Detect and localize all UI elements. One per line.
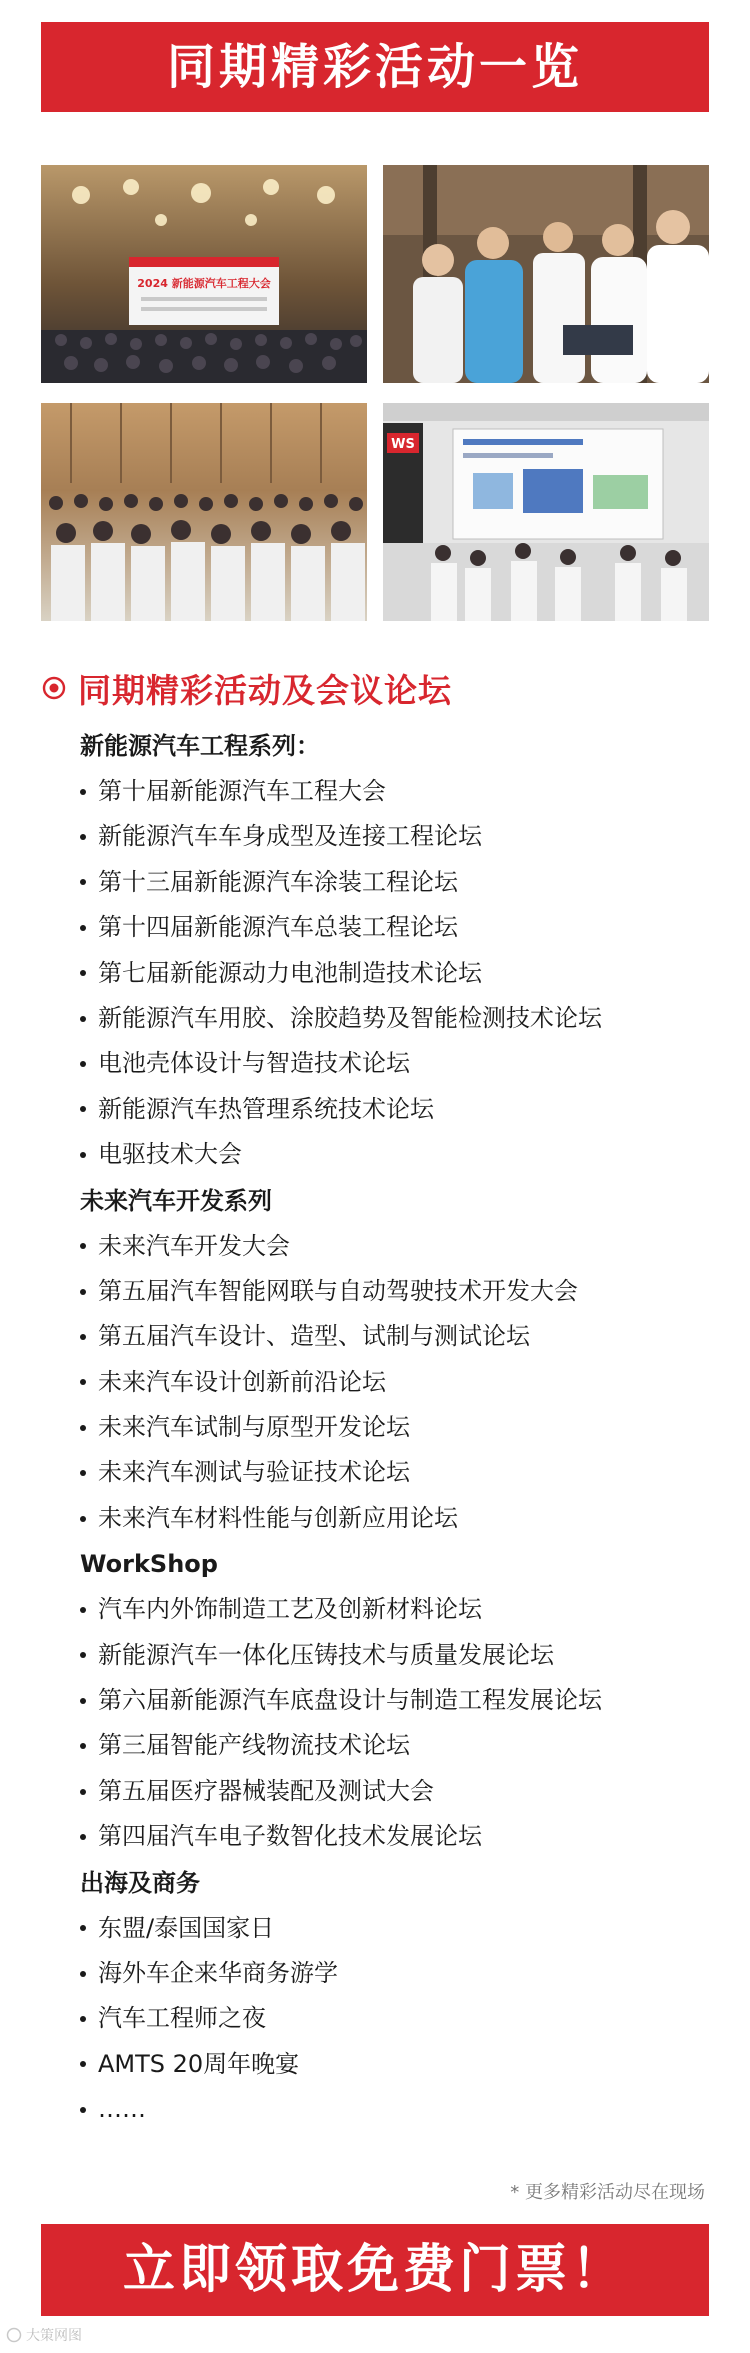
list-item-label: 汽车工程师之夜 (98, 2004, 266, 2033)
list-item (80, 860, 720, 905)
list-item-label: 未来汽车测试与验证技术论坛 (98, 1458, 410, 1487)
list-item (80, 2087, 720, 2132)
bullet-icon (80, 1106, 86, 1112)
list-item (80, 814, 720, 859)
list-item (80, 1314, 720, 1359)
bullet-icon (80, 879, 86, 885)
list-item-label: AMTS 20周年晚宴 (98, 2049, 300, 2078)
list-item-label: 东盟/泰国国家日 (98, 1913, 275, 1942)
bullet-icon (80, 789, 86, 795)
screen-text: 2024 新能源汽车工程大会 (137, 277, 271, 290)
bullet-icon (80, 1652, 86, 1658)
list-item-label: 新能源汽车一体化压铸技术与质量发展论坛 (98, 1640, 554, 1669)
list-item-label: …… (98, 2095, 146, 2124)
bullet-icon (80, 1971, 86, 1977)
list-item (80, 905, 720, 950)
bullet-icon (80, 1470, 86, 1476)
list-item-label: 第三届智能产线物流技术论坛 (98, 1731, 410, 1760)
group-title: 未来汽车开发系列 (80, 1186, 272, 1215)
list-item-label: 海外车企来华商务游学 (98, 1958, 338, 1987)
bullet-icon (80, 2107, 86, 2113)
bullet-icon (80, 1016, 86, 1022)
list-item (80, 1587, 720, 1632)
bullet-icon (80, 1925, 86, 1931)
bullet-icon (80, 1243, 86, 1249)
list-item (80, 1723, 720, 1768)
list-item (80, 1496, 720, 1541)
section-heading (42, 668, 452, 708)
list-item-label: 汽车内外饰制造工艺及创新材料论坛 (98, 1595, 482, 1624)
group-title: 新能源汽车工程系列： (80, 732, 320, 760)
list-item-label: 电驱技术大会 (98, 1140, 242, 1169)
target-icon (42, 676, 66, 700)
list-item-label: 未来汽车材料性能与创新应用论坛 (98, 1503, 458, 1532)
bullet-icon (80, 1607, 86, 1613)
booth-text: WS (391, 437, 415, 452)
bullet-icon (80, 925, 86, 931)
section-title: 同期精彩活动及会议论坛 (78, 670, 452, 710)
list-item (80, 1087, 720, 1132)
list-item-label: 新能源汽车用胶、涂胶趋势及智能检测技术论坛 (98, 1003, 602, 1032)
group-title: 出海及商务 (80, 1868, 200, 1897)
list-item (80, 1633, 720, 1678)
list-item (80, 1996, 720, 2041)
list-item-label: 新能源汽车热管理系统技术论坛 (98, 1094, 434, 1123)
bullet-icon (80, 1289, 86, 1295)
bullet-icon (80, 1834, 86, 1840)
list-item (80, 1906, 720, 1951)
watermark-text: 大策网图 (26, 2328, 82, 2344)
list-item (80, 1450, 720, 1495)
networking-photo (383, 165, 709, 383)
list-item (80, 769, 720, 814)
audience-photo (41, 403, 367, 621)
header-banner (41, 22, 709, 112)
group-title: WorkShop (80, 1550, 218, 1579)
list-item-label: 未来汽车设计创新前沿论坛 (98, 1367, 386, 1396)
bullet-icon (80, 1334, 86, 1340)
photo-grid (41, 165, 709, 621)
list-item (80, 996, 720, 1041)
list-item-label: 未来汽车开发大会 (98, 1231, 290, 1260)
bullet-icon (80, 834, 86, 840)
conference-hall-photo (41, 165, 367, 383)
list-item (80, 1814, 720, 1859)
list-item (80, 1269, 720, 1314)
bullet-icon (80, 1061, 86, 1067)
event-list (80, 723, 720, 2133)
list-item (80, 1132, 720, 1177)
list-item-label: 新能源汽车车身成型及连接工程论坛 (98, 822, 482, 851)
bullet-icon (80, 1698, 86, 1704)
bullet-icon (80, 1152, 86, 1158)
list-item-label: 第十届新能源汽车工程大会 (98, 777, 386, 805)
list-item (80, 951, 720, 996)
free-ticket-button[interactable] (41, 2224, 709, 2316)
cta-label: 立即领取免费门票！ (122, 2240, 627, 2300)
footnote: * 更多精彩活动尽在现场 (510, 2182, 705, 2203)
exhibition-booth-photo (383, 403, 709, 621)
list-item-label: 第五届汽车设计、造型、试制与测试论坛 (98, 1322, 530, 1351)
bullet-icon (80, 1379, 86, 1385)
bullet-icon (80, 2016, 86, 2022)
list-item (80, 2042, 720, 2087)
bullet-icon (80, 1743, 86, 1749)
list-item-label: 电池壳体设计与智造技术论坛 (98, 1049, 410, 1078)
list-item-label: 未来汽车试制与原型开发论坛 (98, 1413, 410, 1442)
list-item (80, 1360, 720, 1405)
list-item (80, 1224, 720, 1269)
bullet-icon (80, 1425, 86, 1431)
list-item (80, 1769, 720, 1814)
list-item (80, 1678, 720, 1723)
bullet-icon (80, 1789, 86, 1795)
list-item-label: 第十三届新能源汽车涂装工程论坛 (98, 867, 458, 896)
list-item-label: 第五届医疗器械装配及测试大会 (98, 1776, 434, 1805)
header-title: 同期精彩活动一览 (166, 39, 583, 95)
list-item-label: 第六届新能源汽车底盘设计与制造工程发展论坛 (98, 1686, 602, 1715)
list-item-label: 第五届汽车智能网联与自动驾驶技术开发大会 (98, 1276, 578, 1305)
list-item-label: 第十四届新能源汽车总装工程论坛 (98, 913, 458, 942)
bullet-icon (80, 970, 86, 976)
bullet-icon (80, 1516, 86, 1522)
list-item-label: 第四届汽车电子数智化技术发展论坛 (98, 1822, 482, 1851)
list-item (80, 1041, 720, 1086)
bullet-icon (80, 2061, 86, 2067)
list-item (80, 1405, 720, 1450)
list-item (80, 1951, 720, 1996)
watermark (6, 2325, 82, 2345)
watermark-logo-icon (6, 2327, 22, 2343)
list-item-label: 第七届新能源动力电池制造技术论坛 (98, 958, 482, 987)
